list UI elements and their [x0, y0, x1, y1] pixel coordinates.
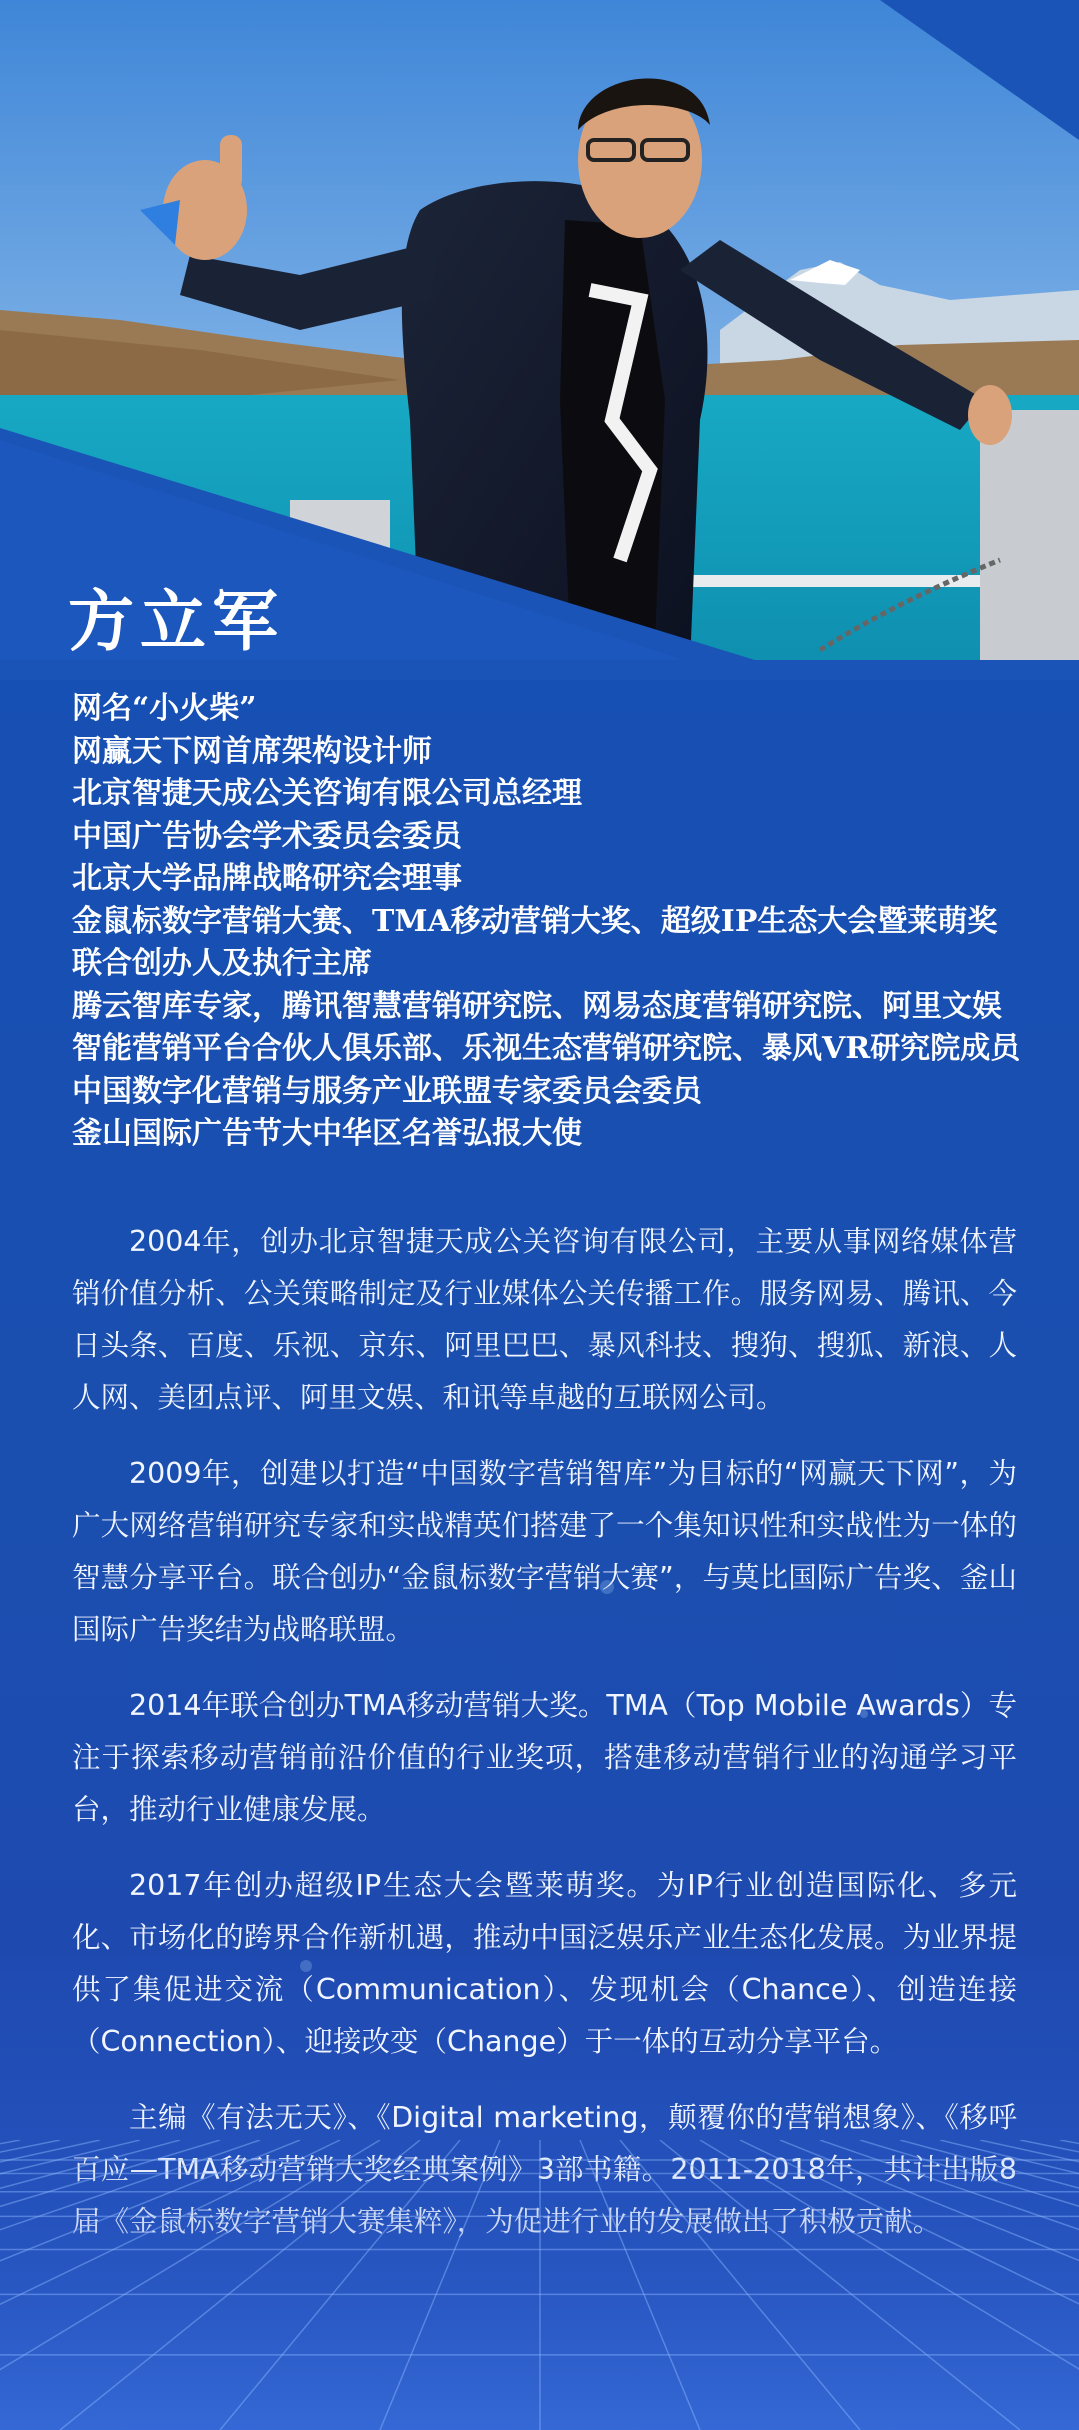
title-line: 釜山国际广告节大中华区名誉弘报大使 — [72, 1116, 582, 1151]
title-line: 北京大学品牌战略研究会理事 — [72, 861, 462, 896]
bio-paragraph: 主编《有法无天》、《Digital marketing，颠覆你的营销想象》、《移呼 — [129, 2101, 1017, 2134]
title-line: 中国数字化营销与服务产业联盟专家委员会委员 — [72, 1073, 702, 1109]
grid-floor — [0, 2140, 1079, 2430]
glow-dot — [600, 1580, 614, 1594]
title-line: 金鼠标数字营销大赛、TMA移动营销大奖、超级IP生态大会暨莱萌奖 — [72, 903, 998, 939]
bio-paragraph: 2014年联合创办TMA移动营销大奖。TMA（Top Mobile Awards）专注于探索移动营销前沿价值的行业奖项，搭建移动营销行业的沟通学习平台，推动行业健康发展。 — [72, 1689, 1017, 1826]
person-name: 方立军 — [68, 583, 284, 660]
title-line: 中国广告协会学术委员会委员 — [72, 818, 462, 854]
glow-dot — [300, 1960, 312, 1972]
title-line: 北京智捷天成公关咨询有限公司总经理 — [72, 776, 582, 811]
biography — [72, 1216, 1017, 2272]
title-line: 网名“小火柴” — [72, 691, 257, 726]
bio-paragraph: 2009年，创建以打造“中国数字营销智库”为目标的“网赢天下网”，为广大网络营销研究专家和实战精英们搭建了一个集知识性和实战性为一体的智慧分享平台。联合创办“金鼠标数字营销大赛”，与莫比国际广告奖、釜山国际广告奖结为战略联盟。 — [72, 1457, 1017, 1646]
glow-dot — [90, 1130, 100, 1140]
title-line: 腾云智库专家，腾讯智慧营销研究院、网易态度营销研究院、阿里文娱 — [72, 988, 1002, 1024]
title-line: 联合创办人及执行主席 — [72, 946, 372, 981]
title-line: 网赢天下网首席架构设计师 — [72, 733, 432, 769]
bio-paragraph: 2004年，创办北京智捷天成公关咨询有限公司，主要从事网络媒体营销价值分析、公关策略制定及行业媒体公关传播工作。服务网易、腾讯、今日头条、百度、乐视、京东、阿里巴巴、暴风科技、搜狗、搜狐、新浪、人人网、美团点评、阿里文娱、和讯等卓越的互联网公司。 — [72, 1225, 1017, 1414]
title-line: 智能营销平台合伙人俱乐部、乐视生态营销研究院、暴风VR研究院成员 — [72, 1031, 1021, 1066]
bio-paragraph: 2017年创办超级IP生态大会暨莱萌奖。为IP行业创造国际化、多元化、市场化的跨界合作新机遇，推动中国泛娱乐产业生态化发展。为业界提供了集促进交流（Communication）、发现机会（Chance）、创造连接（Connection）、迎接改变（Change）于一体的互动分享平台。 — [72, 1869, 1017, 2058]
glow-dot — [860, 1710, 868, 1718]
title-list — [72, 688, 1032, 1156]
